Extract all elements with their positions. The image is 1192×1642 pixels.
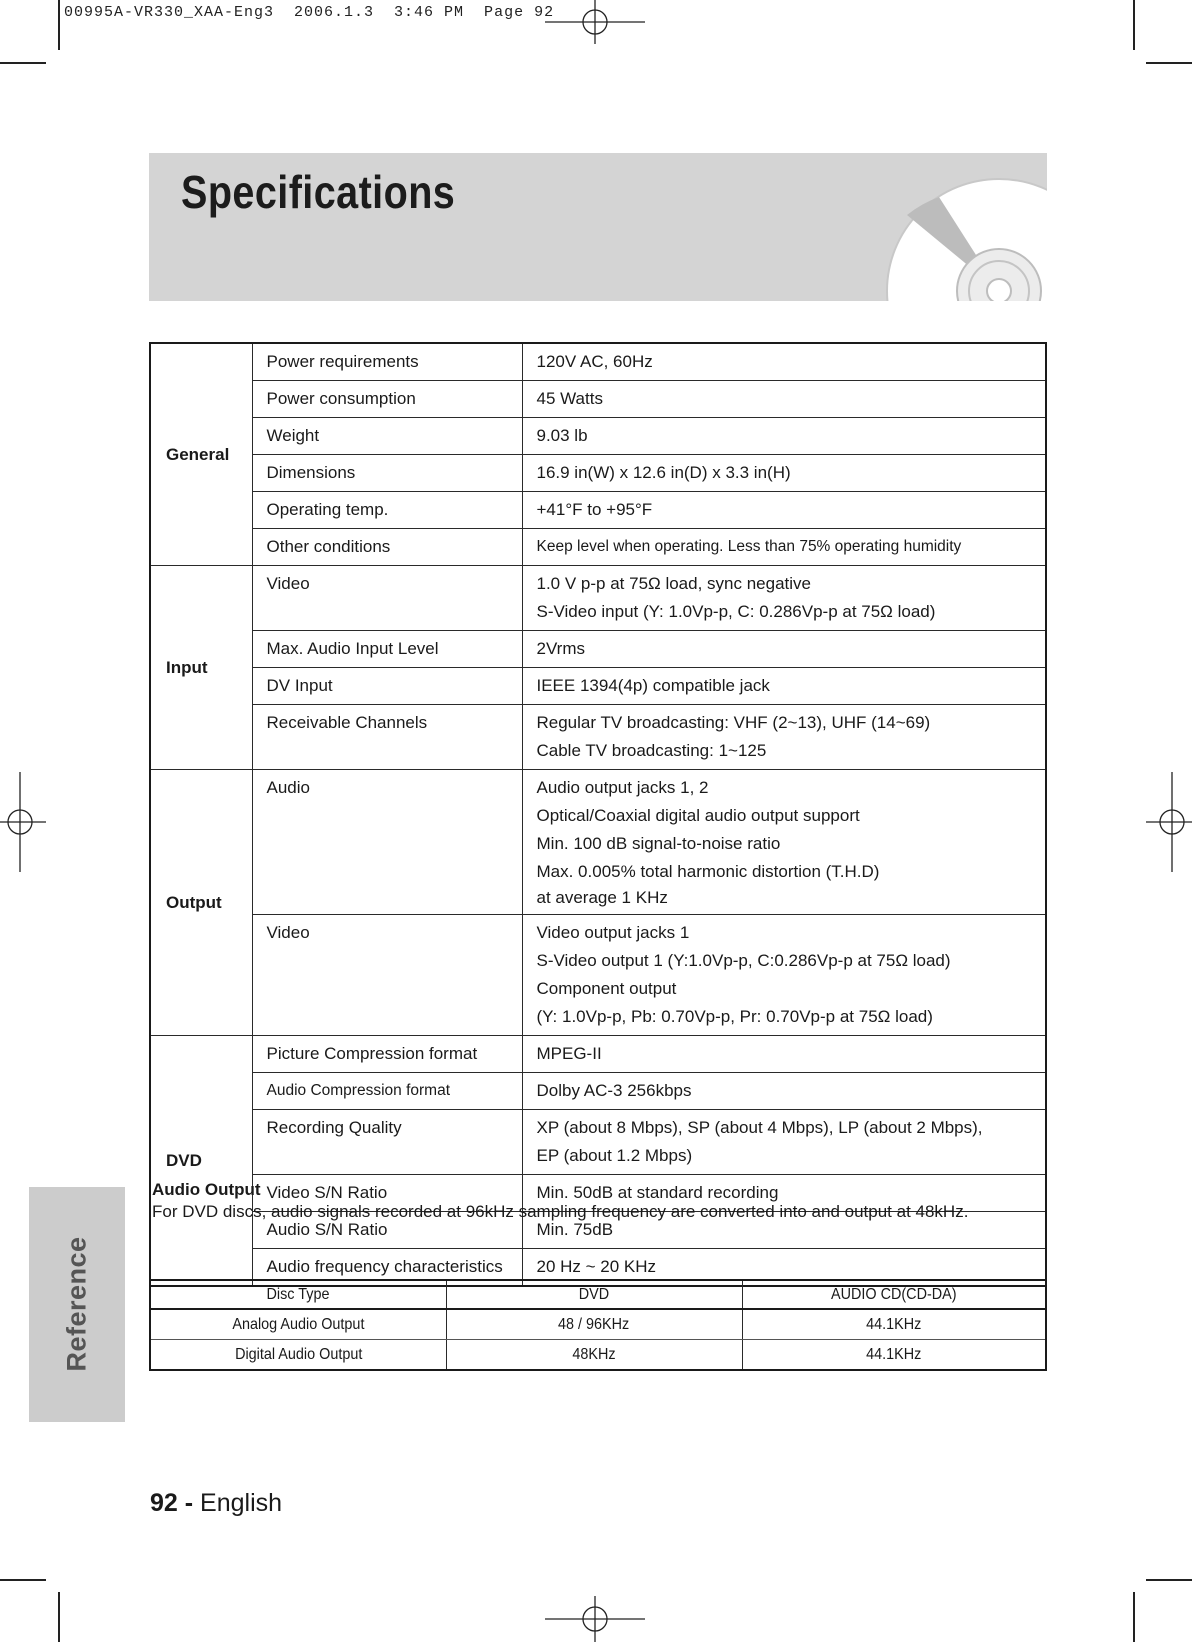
category-output: Output xyxy=(150,770,252,1036)
table-row xyxy=(150,1340,1046,1371)
note-title: Audio Output xyxy=(152,1180,261,1199)
table-cell: 48 / 96KHz xyxy=(446,1309,742,1340)
category-dvd: DVD xyxy=(150,1036,252,1287)
category-input: Input xyxy=(150,566,252,770)
table-header-row xyxy=(150,1280,1046,1309)
registration-mark-icon xyxy=(545,0,645,44)
table-row xyxy=(150,1110,1046,1175)
spec-value xyxy=(522,1110,1046,1175)
print-header: 00995A-VR330_XAA-Eng3 2006.1.3 3:46 PM Page 92 xyxy=(64,4,555,21)
spec-name: Picture Compression format xyxy=(252,1036,522,1073)
spec-name: Power requirements xyxy=(252,343,522,381)
registration-mark-icon xyxy=(1146,772,1192,872)
crop-mark xyxy=(1133,0,1135,50)
spec-name: Recording Quality xyxy=(252,1110,522,1175)
crop-mark xyxy=(1146,1579,1192,1581)
spec-value xyxy=(522,705,1046,770)
spec-name: Audio Compression format xyxy=(252,1073,522,1110)
crop-mark xyxy=(0,62,46,64)
spec-value-line: Optical/Coaxial digital audio output support xyxy=(536,806,860,825)
crop-mark xyxy=(58,1592,60,1642)
spec-name: Power consumption xyxy=(252,381,522,418)
spec-value: Min. 50dB at standard recording xyxy=(522,1175,1046,1212)
spec-value-line: EP (about 1.2 Mbps) xyxy=(536,1146,693,1165)
note-body: For DVD discs, audio signals recorded at 96kHz sampling frequency are converted into and output at 48kHz. xyxy=(152,1202,969,1221)
spec-value-line: at average 1 KHz xyxy=(536,888,668,907)
table-row xyxy=(150,529,1046,566)
spec-name: Audio xyxy=(252,770,522,915)
side-tab-label: Reference xyxy=(61,1236,92,1372)
crop-mark xyxy=(0,1579,46,1581)
table-cell: Digital Audio Output xyxy=(150,1340,446,1371)
table-cell: Analog Audio Output xyxy=(150,1309,446,1340)
spec-value-line: 1.0 V p-p at 75Ω load, sync negative xyxy=(536,574,811,593)
page-number: 92 - xyxy=(150,1489,194,1517)
disc-icon xyxy=(867,171,1047,301)
table-row xyxy=(150,1073,1046,1110)
table-row xyxy=(150,492,1046,529)
page-footer xyxy=(150,1489,282,1518)
table-row xyxy=(150,418,1046,455)
spec-value-line: Max. 0.005% total harmonic distortion (T.H.D) xyxy=(536,862,880,881)
spec-name: Max. Audio Input Level xyxy=(252,631,522,668)
spec-name: Video xyxy=(252,566,522,631)
table-row xyxy=(150,915,1046,1036)
table-row xyxy=(150,381,1046,418)
table-row xyxy=(150,705,1046,770)
spec-name: Video S/N Ratio xyxy=(252,1175,522,1212)
crop-mark xyxy=(1133,1592,1135,1642)
registration-mark-icon xyxy=(545,1596,645,1642)
table-row xyxy=(150,1309,1046,1340)
column-header: AUDIO CD(CD-DA) xyxy=(742,1280,1046,1309)
spec-value: 2Vrms xyxy=(522,631,1046,668)
spec-value: 20 Hz ~ 20 KHz xyxy=(522,1249,1046,1287)
spec-value: 45 Watts xyxy=(522,381,1046,418)
spec-name: Video xyxy=(252,915,522,1036)
registration-mark-icon xyxy=(0,772,46,872)
reference-side-tab xyxy=(29,1187,125,1422)
spec-value-line: Regular TV broadcasting: VHF (2~13), UHF (14~69) xyxy=(536,713,931,732)
table-row xyxy=(150,566,1046,631)
spec-value-line: XP (about 8 Mbps), SP (about 4 Mbps), LP (about 2 Mbps), xyxy=(536,1118,983,1137)
spec-value: IEEE 1394(4p) compatible jack xyxy=(522,668,1046,705)
spec-value xyxy=(522,770,1046,915)
spec-value-line: S-Video output 1 (Y:1.0Vp-p, C:0.286Vp-p at 75Ω load) xyxy=(536,951,951,970)
table-cell: 44.1KHz xyxy=(742,1340,1046,1371)
column-header: DVD xyxy=(446,1280,742,1309)
spec-value: 120V AC, 60Hz xyxy=(522,343,1046,381)
spec-name: DV Input xyxy=(252,668,522,705)
audio-output-table xyxy=(149,1279,1047,1371)
spec-value-line: S-Video input (Y: 1.0Vp-p, C: 0.286Vp-p at 75Ω load) xyxy=(536,602,936,621)
spec-name: Audio S/N Ratio xyxy=(252,1212,522,1249)
spec-name: Receivable Channels xyxy=(252,705,522,770)
table-row xyxy=(150,1036,1046,1073)
spec-value: Keep level when operating. Less than 75% operating humidity xyxy=(522,529,1046,566)
specifications-table xyxy=(149,342,1047,1287)
column-header: Disc Type xyxy=(150,1280,446,1309)
spec-value xyxy=(522,915,1046,1036)
spec-name: Operating temp. xyxy=(252,492,522,529)
spec-value-line: Video output jacks 1 xyxy=(536,923,690,942)
spec-value: +41°F to +95°F xyxy=(522,492,1046,529)
spec-value-line: Audio output jacks 1, 2 xyxy=(536,778,709,797)
spec-value: Dolby AC-3 256kbps xyxy=(522,1073,1046,1110)
spec-name: Dimensions xyxy=(252,455,522,492)
spec-value-line: Cable TV broadcasting: 1~125 xyxy=(536,741,767,760)
crop-mark xyxy=(58,0,60,50)
spec-value-line: Min. 100 dB signal-to-noise ratio xyxy=(536,834,781,853)
title-band xyxy=(149,153,1047,301)
table-cell: 48KHz xyxy=(446,1340,742,1371)
spec-value: MPEG-II xyxy=(522,1036,1046,1073)
table-row xyxy=(150,343,1046,381)
spec-value-line: (Y: 1.0Vp-p, Pb: 0.70Vp-p, Pr: 0.70Vp-p at 75Ω load) xyxy=(536,1007,933,1026)
table-cell: 44.1KHz xyxy=(742,1309,1046,1340)
table-row xyxy=(150,770,1046,915)
category-general: General xyxy=(150,343,252,566)
spec-value xyxy=(522,566,1046,631)
spec-name: Weight xyxy=(252,418,522,455)
page-language: English xyxy=(200,1489,283,1517)
spec-name: Other conditions xyxy=(252,529,522,566)
crop-mark xyxy=(1146,62,1192,64)
spec-value: 9.03 lb xyxy=(522,418,1046,455)
spec-value: Min. 75dB xyxy=(522,1212,1046,1249)
table-row xyxy=(150,631,1046,668)
spec-name: Audio frequency characteristics xyxy=(252,1249,522,1287)
table-row xyxy=(150,455,1046,492)
page-title: Specifications xyxy=(181,166,456,218)
spec-value-line: Component output xyxy=(536,979,677,998)
spec-value: 16.9 in(W) x 12.6 in(D) x 3.3 in(H) xyxy=(522,455,1046,492)
table-row xyxy=(150,668,1046,705)
